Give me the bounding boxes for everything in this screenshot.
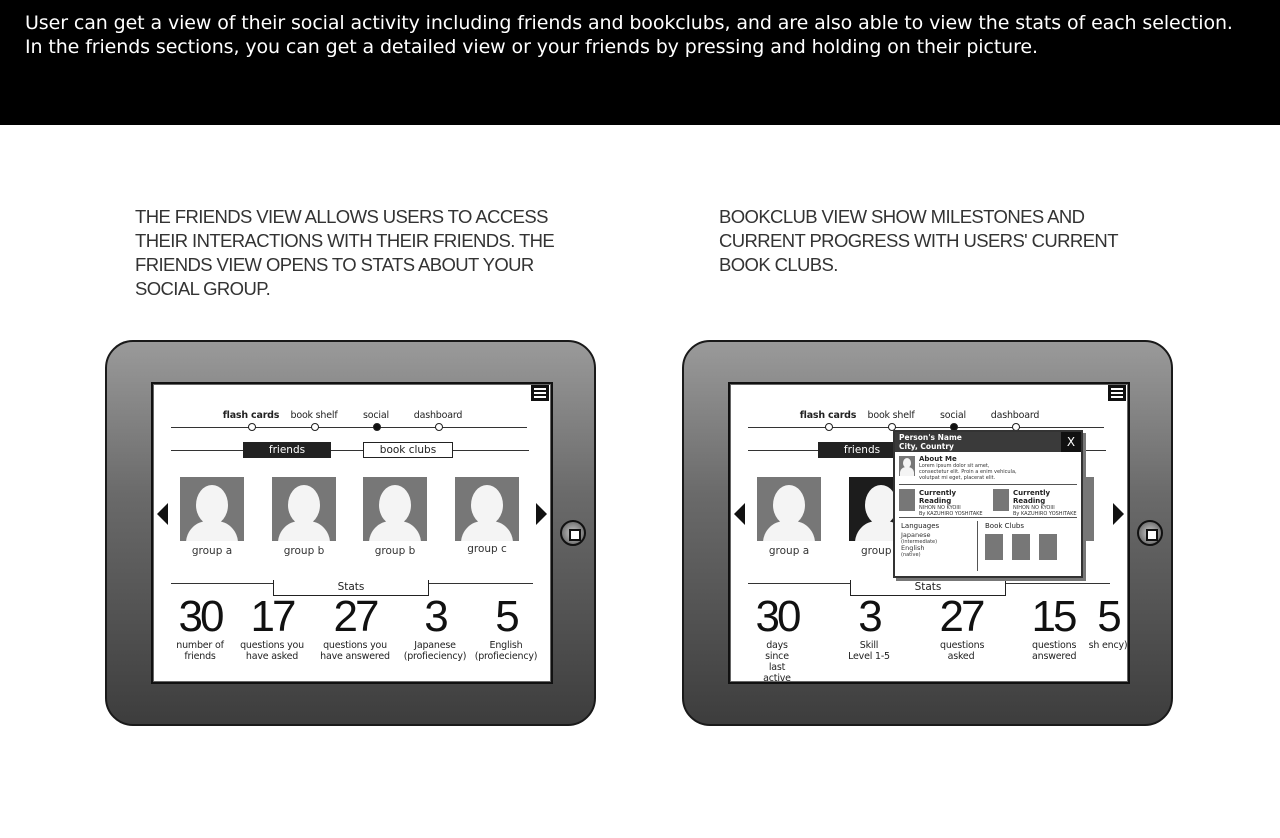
person-name: Person's Name	[899, 433, 962, 442]
nav-dot-social[interactable]	[373, 423, 381, 431]
home-button[interactable]	[1137, 520, 1163, 546]
header-banner	[0, 0, 1280, 125]
tablet-screen	[151, 382, 553, 684]
group-label: group c	[467, 543, 507, 555]
menu-icon[interactable]	[1108, 385, 1126, 401]
language-2: English	[901, 544, 925, 552]
avatar	[455, 477, 519, 541]
language-2-level: (native)	[901, 552, 921, 558]
friend-group-card[interactable]	[757, 477, 821, 557]
book-author: By KAZUHIRO YOSHITAKE	[919, 511, 983, 517]
stat-value: 27	[333, 592, 377, 641]
tablet-screen	[728, 382, 1130, 684]
nav-dot-dashboard[interactable]	[435, 423, 443, 431]
book-club-thumbnail[interactable]	[1039, 534, 1057, 560]
nav-social[interactable]: social	[940, 410, 966, 421]
friend-group-card[interactable]	[180, 477, 244, 557]
group-label: group b	[374, 545, 416, 557]
tablet-friends-view	[105, 340, 596, 726]
stat-label: questions you have answered	[320, 640, 390, 662]
friend-group-card[interactable]	[363, 477, 427, 557]
group-label: group b	[283, 545, 325, 557]
book-clubs-title: Book Clubs	[985, 522, 1025, 530]
stat-label: questions asked	[940, 640, 985, 662]
avatar	[757, 477, 821, 541]
carousel-prev-arrow[interactable]	[157, 503, 168, 525]
group-label: group a	[768, 545, 810, 557]
carousel-next-arrow[interactable]	[536, 503, 547, 525]
stat-value: 3	[858, 592, 880, 641]
about-me-text: Lorem ipsum dolor sit amet, consectetur elit. Proin a enim vehicula, volutpat mi eget, placerat elit.	[919, 463, 1017, 481]
stat-label: days since last active	[763, 640, 791, 684]
book-cover[interactable]	[993, 489, 1009, 511]
friend-group-card-partial[interactable]	[1082, 477, 1094, 541]
friend-profile-popup	[893, 430, 1083, 578]
avatar	[272, 477, 336, 541]
nav-social[interactable]: social	[363, 410, 389, 421]
stats-tab: Stats	[273, 580, 429, 596]
stat-label: Skill Level 1-5	[848, 640, 890, 662]
stat-label: English (profieciency)	[474, 640, 538, 662]
carousel-next-arrow[interactable]	[1113, 503, 1124, 525]
avatar	[180, 477, 244, 541]
tab-friends[interactable]: friends	[818, 442, 906, 458]
language-1: Japanese	[901, 531, 931, 539]
stat-questions-answered	[1018, 594, 1088, 662]
book-title: NIHON NO KYOIII	[919, 505, 961, 511]
stat-value: 5	[1097, 594, 1119, 641]
nav-dot-flash-cards[interactable]	[825, 423, 833, 431]
person-location: City, Country	[899, 442, 954, 451]
stat-value: 15	[1031, 592, 1075, 641]
group-label: group	[861, 545, 892, 557]
stat-japanese-proficiency	[401, 594, 469, 662]
nav-book-shelf[interactable]: book shelf	[290, 410, 338, 421]
stat-days-since-active	[742, 594, 812, 684]
close-button[interactable]: X	[1061, 432, 1081, 452]
stat-value: 3	[424, 592, 446, 641]
nav-dot-book-shelf[interactable]	[311, 423, 319, 431]
stat-value: 30	[178, 592, 222, 641]
language-1-level: (intermediate)	[901, 539, 938, 545]
friends-view-caption: THE FRIENDS VIEW ALLOWS USERS TO ACCESS THEIR INTERACTIONS WITH THEIR FRIENDS. THE FRIENDS VIEW OPENS TO STATS ABOUT YOUR SOCIAL GROUP.	[135, 206, 555, 299]
nav-dashboard[interactable]: dashboard	[990, 410, 1040, 421]
stat-label: questions answered	[1032, 640, 1077, 662]
about-me-title: About Me	[919, 455, 957, 463]
top-nav	[171, 410, 527, 430]
stat-label: Japanese (profieciency)	[403, 640, 467, 662]
banner-text: User can get a view of their social activity including friends and bookclubs, and are also able to view the stats of each selection. In the friends sections, you can get a detailed view or your friends by pressing and holding on their picture.	[25, 12, 1233, 58]
stat-skill-level	[834, 594, 904, 662]
stat-friends-count	[167, 594, 233, 662]
stat-questions-answered	[317, 594, 393, 662]
avatar	[363, 477, 427, 541]
stat-questions-asked	[926, 594, 996, 662]
stat-label: sh ency)	[1088, 640, 1128, 651]
stat-value: 30	[755, 592, 799, 641]
tablet-bookclub-view	[682, 340, 1173, 726]
book-club-thumbnail[interactable]	[1012, 534, 1030, 560]
currently-reading-title: Currently Reading	[1013, 489, 1051, 505]
nav-flash-cards[interactable]: flash cards	[222, 410, 280, 421]
stat-value: 17	[250, 592, 294, 641]
stat-questions-asked	[237, 594, 307, 662]
tab-friends[interactable]: friends	[243, 442, 331, 458]
stat-label: questions you have asked	[240, 640, 304, 662]
stats-tab: Stats	[850, 580, 1006, 596]
tab-book-clubs[interactable]: book clubs	[363, 442, 453, 458]
book-author: By KAZUHIRO YOSHITAKE	[1013, 511, 1077, 517]
profile-avatar	[899, 456, 915, 476]
group-label: group a	[191, 545, 233, 557]
book-cover[interactable]	[899, 489, 915, 511]
friend-group-card[interactable]	[455, 477, 519, 555]
menu-icon[interactable]	[531, 385, 549, 401]
stat-label: number of friends	[176, 640, 224, 662]
social-tabs	[171, 442, 529, 458]
bookclub-view-caption: BOOKCLUB VIEW SHOW MILESTONES AND CURRENT PROGRESS WITH USERS' CURRENT BOOK CLUBS.	[719, 206, 1118, 275]
nav-book-shelf[interactable]: book shelf	[867, 410, 915, 421]
carousel-prev-arrow[interactable]	[734, 503, 745, 525]
languages-title: Languages	[901, 522, 940, 530]
friend-group-card[interactable]	[272, 477, 336, 557]
popup-header	[895, 432, 1081, 452]
stat-english-proficiency-partial	[1086, 594, 1130, 651]
stat-value: 27	[939, 592, 983, 641]
book-club-thumbnail[interactable]	[985, 534, 1003, 560]
nav-dot-flash-cards[interactable]	[248, 423, 256, 431]
stat-english-proficiency	[473, 594, 539, 662]
book-title: NIHON NO KYOIII	[1013, 505, 1055, 511]
stat-value: 5	[495, 592, 517, 641]
home-button[interactable]	[560, 520, 586, 546]
nav-flash-cards[interactable]: flash cards	[799, 410, 857, 421]
nav-dashboard[interactable]: dashboard	[413, 410, 463, 421]
top-nav	[748, 410, 1104, 430]
currently-reading-title: Currently Reading	[919, 489, 957, 505]
